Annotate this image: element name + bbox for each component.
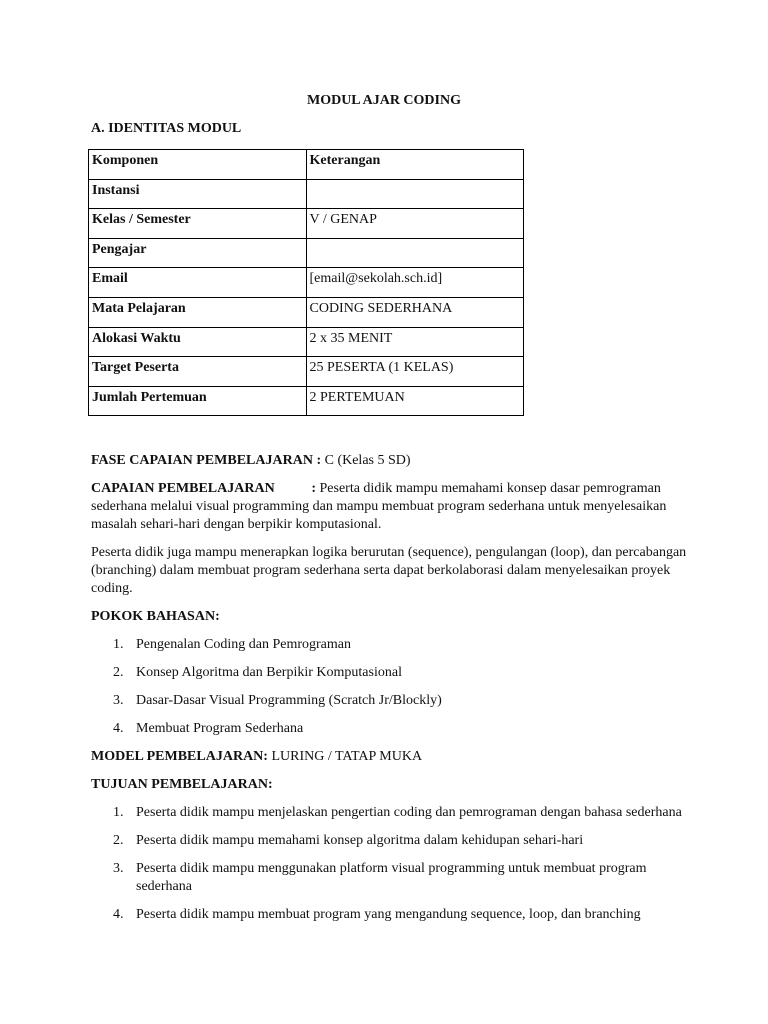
- table-header-keterangan: Keterangan: [306, 150, 524, 180]
- table-header-row: [89, 150, 524, 180]
- row-value: CODING SEDERHANA: [306, 297, 524, 327]
- list-item: [91, 832, 687, 850]
- list-number: 1.: [113, 805, 124, 820]
- row-key: Kelas / Semester: [89, 209, 307, 239]
- list-number: 4.: [113, 721, 124, 736]
- table-row: [89, 209, 524, 239]
- list-text: Dasar-Dasar Visual Programming (Scratch Jr/Blockly): [136, 693, 442, 708]
- table-row: [89, 238, 524, 268]
- row-key: Target Peserta: [89, 357, 307, 387]
- capaian-colon: :: [311, 481, 316, 496]
- table-row: [89, 327, 524, 357]
- row-value: [306, 238, 524, 268]
- fase-label: FASE CAPAIAN PEMBELAJARAN: [91, 453, 313, 468]
- row-key: Email: [89, 268, 307, 298]
- pokok-bahasan-list: [91, 636, 687, 738]
- table-row: [89, 179, 524, 209]
- row-value: [306, 179, 524, 209]
- list-number: 1.: [113, 637, 124, 652]
- row-value: V / GENAP: [306, 209, 524, 239]
- row-key: Alokasi Waktu: [89, 327, 307, 357]
- list-item: [91, 804, 687, 822]
- tujuan-heading: [91, 776, 687, 794]
- model-line: [91, 748, 687, 766]
- capaian-label-wrap: [91, 480, 316, 498]
- list-item: [91, 692, 687, 710]
- list-item: [91, 664, 687, 682]
- list-text: Konsep Algoritma dan Berpikir Komputasional: [136, 665, 402, 680]
- list-text: Peserta didik mampu menjelaskan pengertian coding dan pemrograman dengan bahasa sederhana: [136, 805, 682, 820]
- list-text: Membuat Program Sederhana: [136, 721, 304, 736]
- pokok-bahasan-label: POKOK BAHASAN:: [91, 609, 220, 624]
- list-item: [91, 860, 687, 896]
- list-number: 4.: [113, 907, 124, 922]
- list-text: Peserta didik mampu menggunakan platform visual programming untuk membuat program sederhana: [136, 861, 647, 894]
- table-row: [89, 297, 524, 327]
- document-title: MODUL AJAR CODING: [306, 93, 461, 108]
- list-text: Peserta didik mampu membuat program yang mengandung sequence, loop, dan branching: [136, 907, 641, 922]
- row-value: 2 PERTEMUAN: [306, 386, 524, 416]
- fase-line: [91, 452, 687, 470]
- list-item: [91, 636, 687, 654]
- list-number: 2.: [113, 833, 124, 848]
- table-row: [89, 386, 524, 416]
- list-text: Pengenalan Coding dan Pemrograman: [136, 637, 352, 652]
- capaian-paragraph-2: Peserta didik juga mampu menerapkan logika berurutan (sequence), pengulangan (loop), dan percabangan (branching) dalam membuat program sederhana serta dapat berkolaborasi dalam menyelesaikan proyek coding.: [91, 545, 687, 596]
- row-key: Instansi: [89, 179, 307, 209]
- list-number: 2.: [113, 665, 124, 680]
- table-row: [89, 268, 524, 298]
- list-item: [91, 906, 687, 924]
- capaian-paragraph-1: [91, 480, 687, 534]
- row-key: Jumlah Pertemuan: [89, 386, 307, 416]
- list-text: Peserta didik mampu memahami konsep algoritma dalam kehidupan sehari-hari: [136, 833, 584, 848]
- row-value: 25 PESERTA (1 KELAS): [306, 357, 524, 387]
- fase-value: C (Kelas 5 SD): [324, 453, 411, 468]
- capaian-label: CAPAIAN PEMBELAJARAN: [91, 481, 275, 496]
- fase-colon: :: [316, 453, 322, 468]
- row-key: Mata Pelajaran: [89, 297, 307, 327]
- list-item: [91, 720, 687, 738]
- document-body: [91, 452, 687, 934]
- list-number: 3.: [113, 693, 124, 708]
- row-value: 2 x 35 MENIT: [306, 327, 524, 357]
- table-header-komponen: Komponen: [89, 150, 307, 180]
- model-label: MODEL PEMBELAJARAN:: [91, 749, 268, 764]
- model-value: LURING / TATAP MUKA: [271, 749, 423, 764]
- tujuan-list: [91, 804, 687, 924]
- capaian-text-1: Peserta didik mampu memahami konsep dasar pemrograman sederhana melalui visual programming dan mampu membuat program sederhana untuk menyelesaikan masalah sehari-hari dengan berpikir komputasional.: [91, 481, 667, 532]
- table-row: [89, 357, 524, 387]
- identity-table: [88, 149, 524, 416]
- list-number: 3.: [113, 861, 124, 876]
- row-key: Pengajar: [89, 238, 307, 268]
- row-value: [email@sekolah.sch.id]: [306, 268, 524, 298]
- pokok-bahasan-heading: [91, 608, 687, 626]
- tujuan-label: TUJUAN PEMBELAJARAN:: [91, 777, 273, 792]
- section-heading-identitas: A. IDENTITAS MODUL: [91, 121, 242, 136]
